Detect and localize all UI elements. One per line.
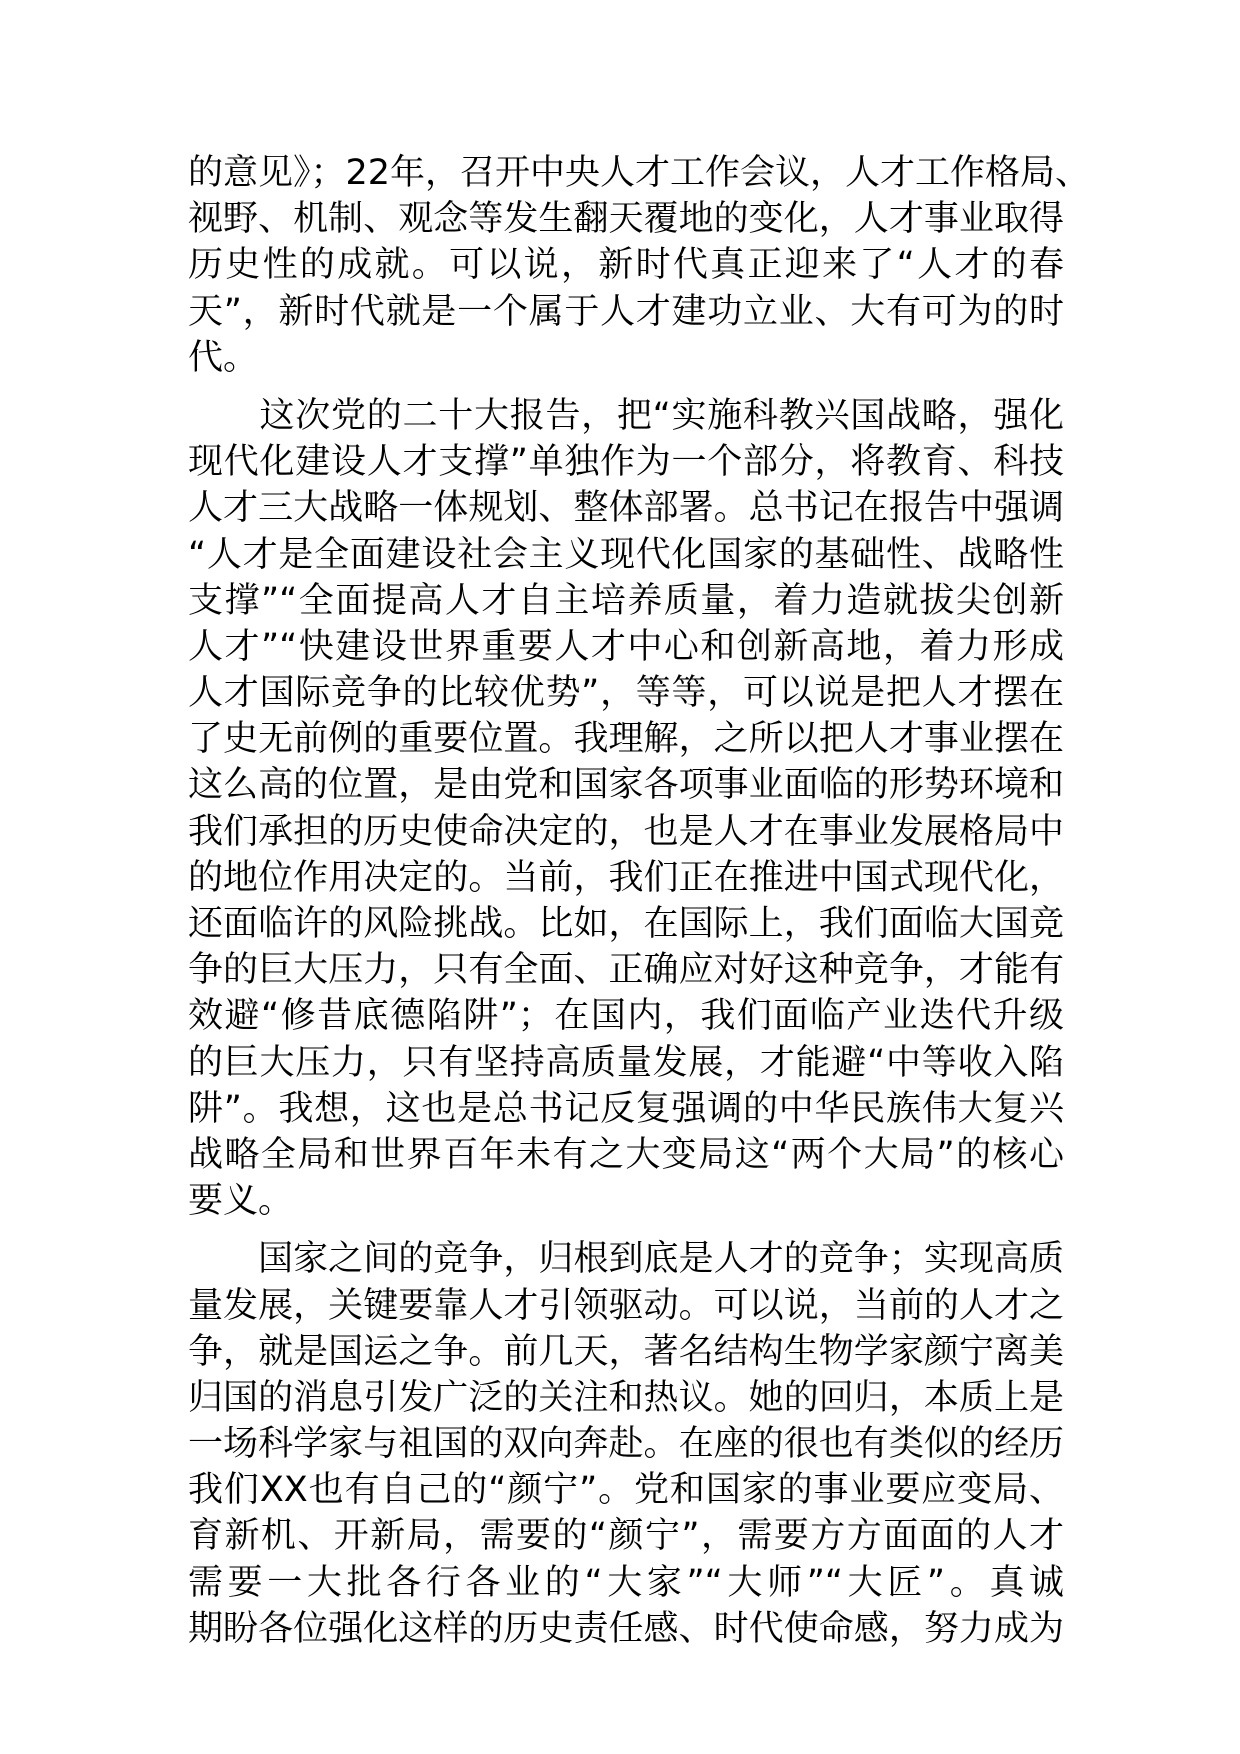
text-line: 效避“修昔底德陷阱”；在国内，我们面临产业迭代升级 [188,996,1064,1037]
paragraph-gap [188,381,1064,393]
text-line: 现代化建设人才支撑”单独作为一个部分，将教育、科技 [188,442,1064,483]
document-body [188,150,1091,1652]
text-line: 归国的消息引发广泛的关注和热议。她的回归，本质上是 [188,1377,1064,1418]
text-line: “人才是全面建设社会主义现代化国家的基础性、战略性 [188,534,1064,575]
paragraph-gap [188,1224,1064,1236]
text-line: 视野、机制、观念等发生翻天覆地的变化，人才事业取得 [188,199,1064,240]
text-line: 育新机、开新局，需要的“颜宁”，需要方方面面的人才 [188,1516,1064,1557]
text-line: 人才三大战略一体规划、整体部署。总书记在报告中强调 [188,488,1064,529]
text-line: 量发展，关键要靠人才引领驱动。可以说，当前的人才之 [188,1285,1064,1326]
text-line: 支撑”“全面提高人才自主培养质量，着力造就拔尖创新 [188,580,1064,621]
text-line: 我们承担的历史使命决定的，也是人才在事业发展格局中 [188,811,1064,852]
text-line: 的意见》；22年，召开中央人才工作会议，人才工作格局、 [188,153,1091,193]
text-line: 一场科学家与祖国的双向奔赴。在座的很也有类似的经历 [188,1424,1064,1465]
text-line: 了史无前例的重要位置。我理解，之所以把人才事业摆在 [188,719,1064,760]
text-line: 这么高的位置，是由党和国家各项事业面临的形势环境和 [188,765,1064,806]
text-line: 这次党的二十大报告，把“实施科教兴国战略，强化 [188,395,1064,436]
text-line: 战略全局和世界百年未有之大变局这“两个大局”的核心 [188,1134,1064,1175]
text-line: 的巨大压力，只有坚持高质量发展，才能避“中等收入陷 [188,1042,1064,1083]
text-line: 我们XX也有自己的“颜宁”。党和国家的事业要应变局、 [188,1470,1064,1511]
text-line: 还面临许的风险挑战。比如，在国际上，我们面临大国竞 [188,904,1064,944]
text-line: 争的巨大压力，只有全面、正确应对好这种竞争，才能有 [188,950,1064,991]
text-line: 要义。 [188,1181,294,1222]
paragraph [188,150,1091,381]
text-line: 阱”。我想，这也是总书记反复强调的中华民族伟大复兴 [188,1088,1064,1129]
text-line: 需要一大批各行各业的“大家”“大师”“大匠”。真诚 [188,1562,1064,1603]
text-line: 人才国际竞争的比较优势”，等等，可以说是把人才摆在 [188,673,1064,714]
text-line: 期盼各位强化这样的历史责任感、时代使命感，努力成为 [188,1608,1064,1649]
text-line: 人才”“快建设世界重要人才中心和创新高地，着力形成 [188,626,1064,667]
text-line: 历史性的成就。可以说，新时代真正迎来了“人才的春 [188,245,1064,286]
text-line: 国家之间的竞争，归根到底是人才的竞争；实现高质 [188,1239,1064,1280]
text-line: 天”，新时代就是一个属于人才建功立业、大有可为的时 [188,291,1064,332]
text-line: 争，就是国运之争。前几天，著名结构生物学家颜宁离美 [188,1331,1064,1372]
paragraph [188,1236,1064,1652]
paragraph [188,393,1064,1224]
text-line: 代。 [188,337,259,378]
text-line: 的地位作用决定的。当前，我们正在推进中国式现代化， [188,857,1064,898]
